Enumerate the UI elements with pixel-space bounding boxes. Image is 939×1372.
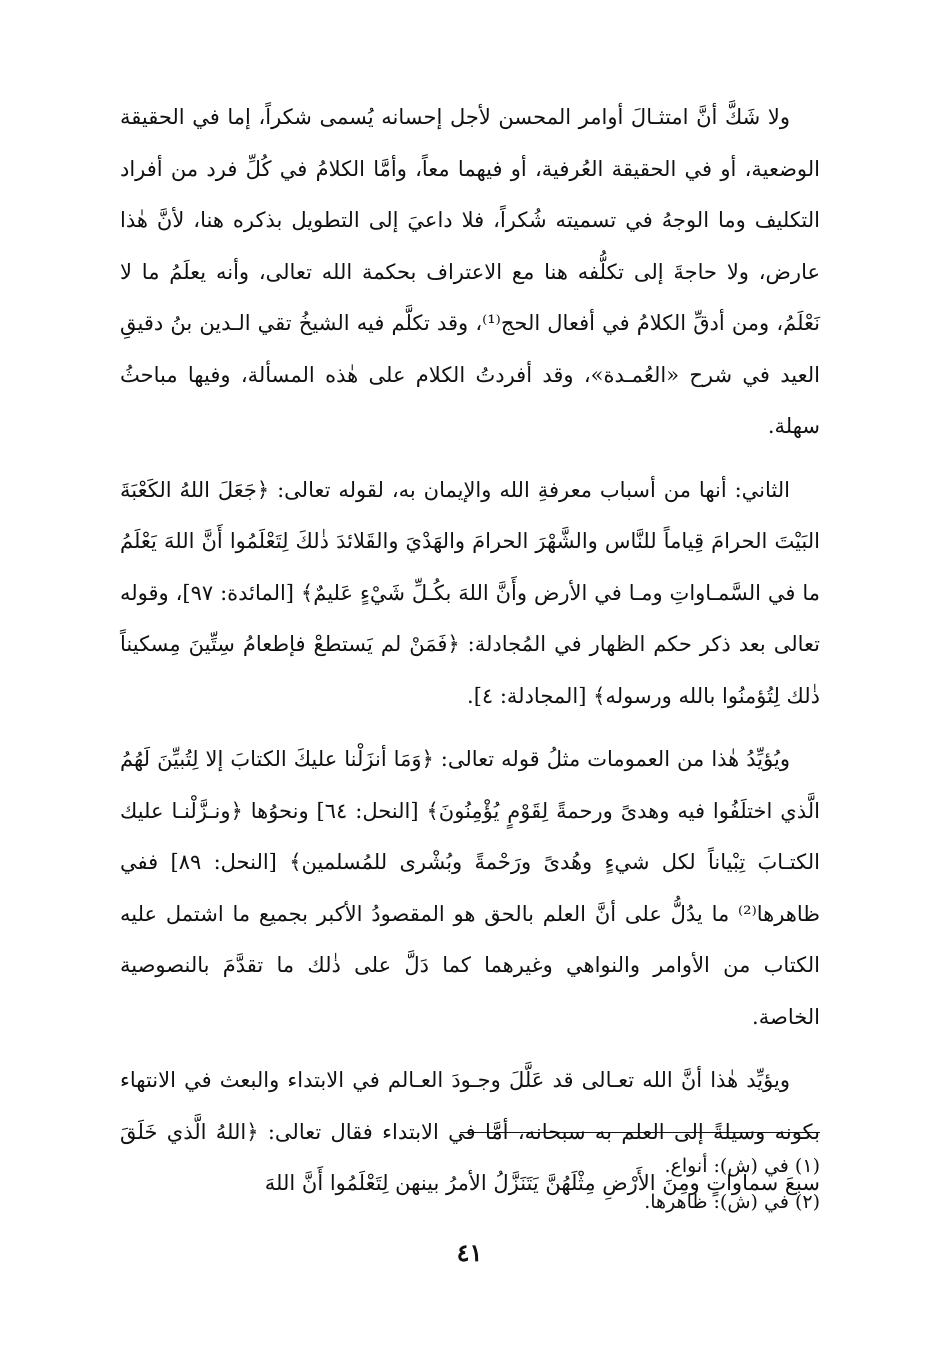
footnote-divider: [460, 1132, 820, 1133]
paragraph-4: ويؤيِّد هٰذا أنَّ الله تعـالى قد عَلَّلَ وجـودَ العـالم في الابتداء والبعث في الانتهاء بكونه وسيلةً إلى العلم به سبحانه، أمَّا في الابتداء فقال تعالى: ﴿اللهُ الَّذي خَلَقَ سبعَ سماواتٍ ومِنَ الأَرْضِ مِثْلَهُنَّ يَتَنَزَّلُ الأمرُ بينهن لِتَعْلَمُوا أَنَّ اللهَ: [120, 1068, 820, 1195]
paragraph-3: ويُؤيِّدُ هٰذا من العمومات مثلُ قوله تعالى: ﴿وَمَا أنزَلْنا عليكَ الكتابَ إلا لِتُبيِّنَ لَهُمُ الَّذي اختلَفُوا فيه وهدىً ورحمةً لِقَوْمٍ يُؤْمِنُونَ﴾ [النحل: ٦٤] ونحوُها ﴿ونـزَّلْنـا عليك الكتـابَ تِبْياناً لكل شيءٍ وهُدىً ورَحْمةً وبُشْرى للمُسلمين﴾ [النحل: ٨٩] ففي ظاهرها⁽²⁾ ما يدُلُّ على أنَّ العلم بالحق هو المقصودُ الأكبر بجميع ما اشتمل عليه الكتاب من الأوامر والنواهي وغيرهما كما دَلَّ على ذٰلك ما تقدَّمَ بالنصوصية الخاصة.: [120, 747, 820, 1029]
page-number: ٤١: [456, 1238, 483, 1267]
main-text: [120, 92, 820, 1222]
footnote-1: (١) في (ش): أنواع.: [664, 1155, 820, 1177]
footnote-2: (٢) في (ش): ظاهرها.: [644, 1191, 820, 1213]
paragraph-1: ولا شَكَّ أنَّ امتثـالَ أوامر المحسن لأجل إحسانه يُسمى شكراً، إما في الحقيقة الوضعية، أو في الحقيقة العُرفية، أو فيهما معاً، وأمَّا الكلامُ في كُلِّ فرد من أفراد التكليف وما الوجهُ في تسميته شُكراً، فلا داعيَ إلى التطويل بذكره هنا، لأنَّ هٰذا عارض، ولا حاجةَ إلى تكلُّفه هنا مع الاعتراف بحكمة الله تعالى، وأنه يعلَمُ ما لا نَعْلَمُ، ومن أدقِّ الكلامُ في أفعال الحج⁽¹⁾، وقد تكلَّم فيه الشيخُ تقي الـدين بنُ دقيقِ العيد في شرح «العُمـدة»، وقد أفردتُ الكلام على هٰذه المسألة، وفيها مباحثُ سهلة.: [120, 105, 820, 438]
footnotes: [120, 1148, 820, 1220]
paragraph-2: الثاني: أنها من أسباب معرفةِ الله والإيمان به، لقوله تعالى: ﴿جَعَلَ اللهُ الكَعْبَةَ البَيْتَ الحرامَ قِياماً للنَّاس والشَّهْرَ الحرامَ والهَدْيَ والقَلائدَ ذٰلكَ لِتَعْلَمُوا أَنَّ اللهَ يَعْلَمُ ما في السَّمـاواتِ ومـا في الأرض وأَنَّ اللهَ بكُـلِّ شَيْءٍ عَليمٌ﴾ [المائدة: ٩٧]، وقوله تعالى بعد ذكر حكم الظهار في المُجادلة: ﴿فَمَنْ لم يَستطعْ فإطعامُ سِتِّينَ مِسكيناً ذٰلك لِتُؤمنُوا بالله ورسوله﴾ [المجادلة: ٤].: [120, 477, 820, 708]
